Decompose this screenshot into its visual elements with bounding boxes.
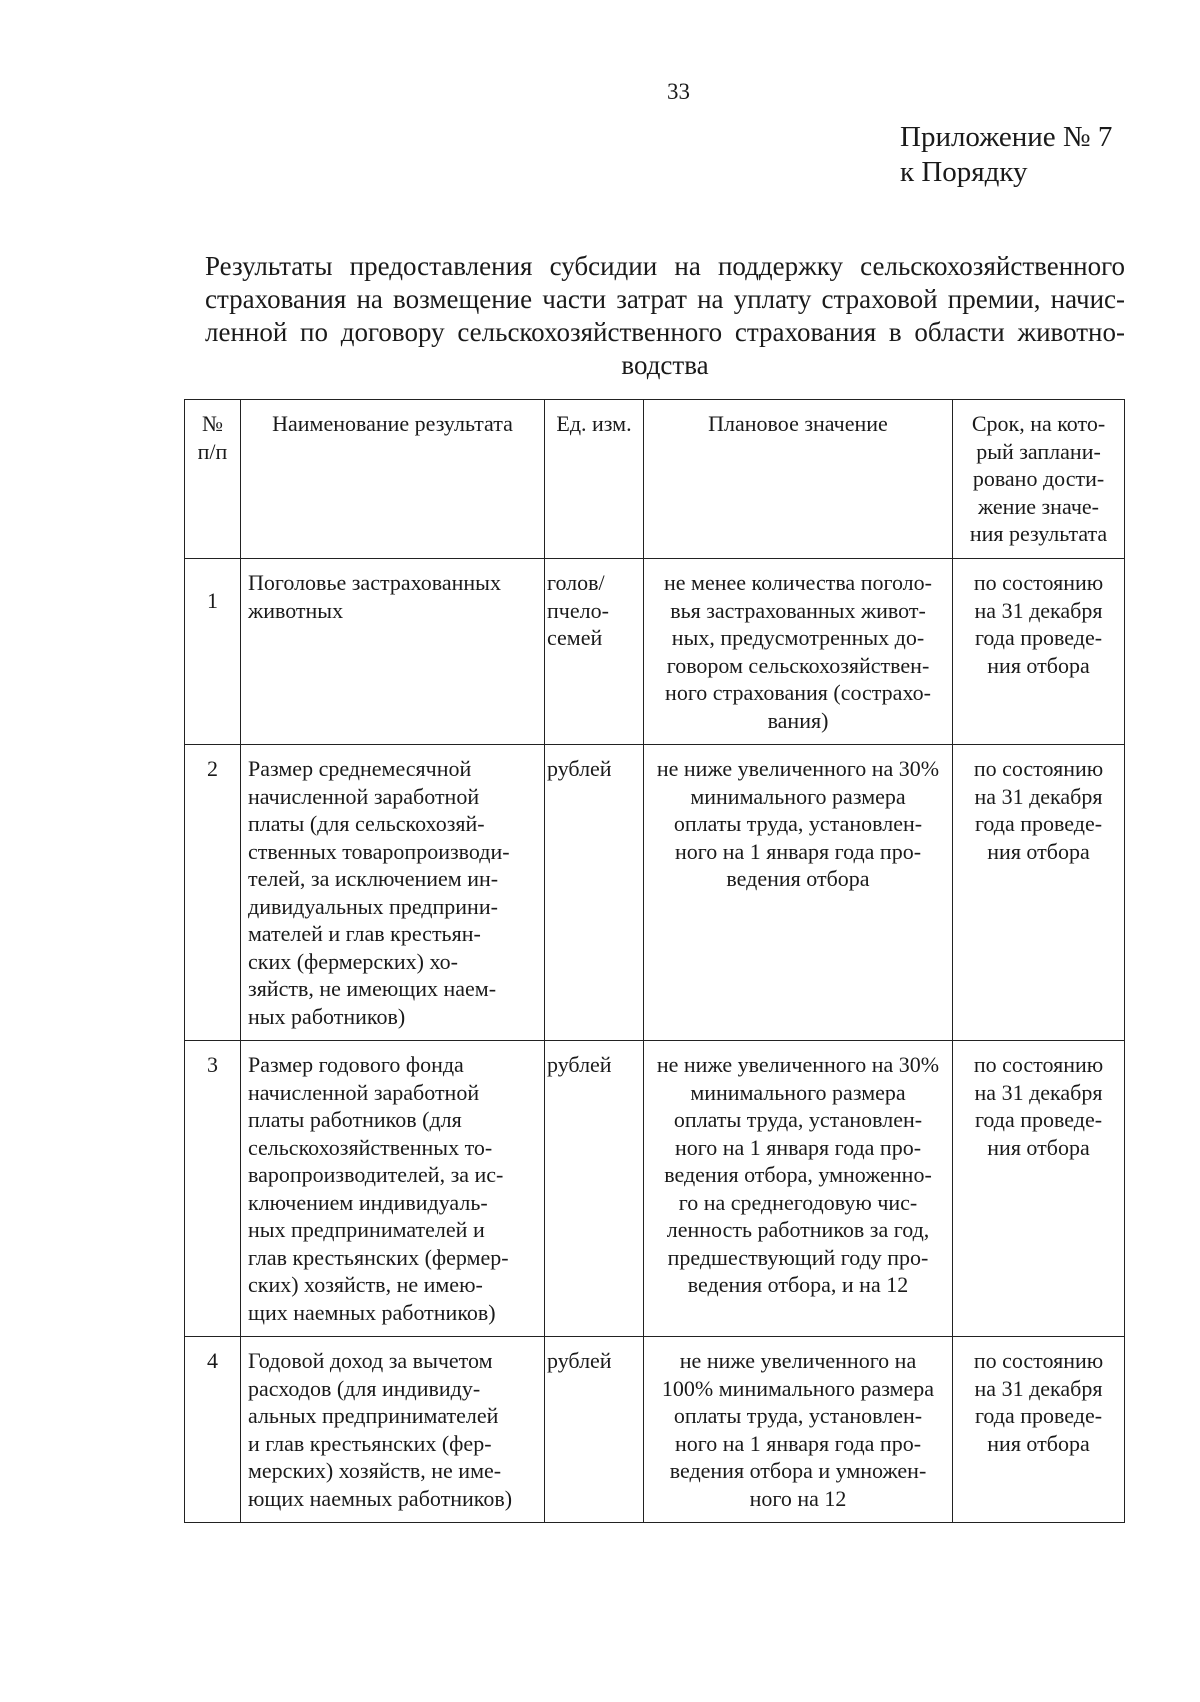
result-name-line: варопроизводителей, за ис-: [248, 1162, 504, 1187]
planned-value-cell: [644, 1041, 953, 1337]
result-name-line: начисленной заработной: [248, 783, 480, 809]
deadline-line: ния отбора: [987, 1134, 1090, 1160]
unit-cell: [545, 745, 644, 1041]
planned-value-cell: [644, 559, 953, 745]
deadline-cell: [953, 745, 1125, 1041]
table-header-row: [185, 400, 1125, 559]
title-line: страхования на возмещение части затрат на уплату страховой премии, начис-: [205, 284, 1125, 314]
row-number: 3: [207, 1052, 218, 1077]
row-number: 2: [207, 756, 218, 781]
row-number-cell: [185, 559, 241, 745]
result-name-line: мателей и глав крестьян-: [248, 921, 481, 946]
planned-value-line: ных, предусмотренных до-: [671, 625, 925, 650]
result-name-line: ских) хозяйств, не имею-: [248, 1272, 483, 1297]
unit-line: рублей: [547, 756, 612, 781]
planned-value-line: ного страхования (сострахо-: [665, 680, 931, 705]
header-num-line: п/п: [197, 438, 228, 464]
title-line: Результаты предоставления субсидии на поддержку сельскохозяйственного: [205, 251, 1125, 281]
unit-line: рублей: [547, 1052, 612, 1077]
row-number-cell: [185, 745, 241, 1041]
result-name-line: Размер среднемесячной: [248, 756, 472, 781]
result-name-line: ющих наемных работников): [248, 1485, 513, 1511]
table-row: [185, 1041, 1125, 1337]
deadline-line: года проведе-: [974, 1107, 1103, 1132]
planned-value-line: вья застрахованных живот-: [670, 597, 926, 623]
result-name-line: мерских) хозяйств, не име-: [248, 1458, 502, 1483]
title-line: ленной по договору сельскохозяйственного страхования в области животно-: [205, 317, 1125, 347]
result-name-line: ных предпринимателей и: [248, 1217, 485, 1242]
result-name-line: альных предпринимателей: [248, 1403, 499, 1428]
planned-value-line: ведения отбора, и на 12: [687, 1272, 909, 1297]
result-name-line: и глав крестьянских (фер-: [248, 1430, 492, 1456]
page-number: 33: [667, 79, 690, 104]
planned-value-line: не ниже увеличенного на 30%: [656, 756, 940, 781]
header-name-line: Наименование результата: [272, 411, 513, 436]
planned-value-line: ведения отбора, умноженно-: [664, 1162, 932, 1187]
result-name-line: телей, за исключением ин-: [248, 866, 499, 891]
result-name-line: ключением индивидуаль-: [248, 1189, 488, 1215]
planned-value-line: вания): [767, 707, 829, 733]
header-term-line: жение значе-: [978, 493, 1099, 519]
header-num: [185, 400, 241, 559]
planned-value-line: не ниже увеличенного на: [679, 1348, 917, 1373]
deadline-line: по состоянию: [973, 756, 1104, 781]
document-title: [205, 250, 1125, 382]
table-row: [185, 745, 1125, 1041]
unit-cell: [545, 1337, 644, 1523]
result-name-line: Годовой доход за вычетом: [248, 1348, 493, 1373]
planned-value-line: оплаты труда, установлен-: [673, 811, 923, 836]
planned-value-cell: [644, 745, 953, 1041]
header-term-line: ния результата: [969, 521, 1108, 546]
deadline-line: по состоянию: [973, 1052, 1104, 1077]
header-term: [953, 400, 1125, 559]
result-name-line: щих наемных работников): [248, 1299, 496, 1325]
result-name-line: сельскохозяйственных то-: [248, 1134, 493, 1160]
deadline-line: ния отбора: [987, 652, 1090, 678]
planned-value-line: 100% минимального размера: [661, 1375, 935, 1401]
result-name-line: животных: [248, 597, 344, 623]
deadline-cell: [953, 1337, 1125, 1523]
planned-value-line: оплаты труда, установлен-: [673, 1107, 923, 1132]
result-name-line: ных работников): [248, 1003, 406, 1029]
header-term-line: Срок, на кото-: [971, 411, 1106, 436]
deadline-line: по состоянию: [973, 570, 1104, 595]
planned-value-line: минимального размера: [690, 783, 906, 809]
planned-value-line: ведения отбора: [726, 866, 870, 891]
result-name-cell: [241, 559, 545, 745]
header-unit: [545, 400, 644, 559]
header-plan: [644, 400, 953, 559]
result-name-line: Размер годового фонда: [248, 1052, 464, 1077]
deadline-line: года проведе-: [974, 1403, 1103, 1428]
appendix-line-1: Приложение № 7: [900, 121, 1113, 153]
deadline-line: года проведе-: [974, 625, 1103, 650]
planned-value-line: ного на 1 января года про-: [674, 1430, 922, 1456]
row-number-cell: [185, 1041, 241, 1337]
planned-value-line: не ниже увеличенного на 30%: [656, 1052, 940, 1077]
planned-value-line: ленность работников за год,: [666, 1217, 930, 1242]
result-name-line: зяйств, не имеющих наем-: [248, 976, 497, 1001]
result-name-cell: [241, 745, 545, 1041]
deadline-cell: [953, 1041, 1125, 1337]
unit-cell: [545, 1041, 644, 1337]
deadline-line: по состоянию: [973, 1348, 1104, 1373]
planned-value-line: ного на 1 января года про-: [674, 1134, 922, 1160]
planned-value-cell: [644, 1337, 953, 1523]
result-name-line: платы (для сельскохозяй-: [248, 811, 485, 836]
unit-line: семей: [547, 625, 603, 650]
title-line: водства: [621, 350, 709, 380]
row-number: 4: [207, 1348, 218, 1373]
planned-value-line: ведения отбора и умножен-: [669, 1458, 927, 1483]
deadline-line: на 31 декабря: [974, 597, 1103, 623]
header-unit-line: Ед. изм.: [556, 411, 632, 436]
planned-value-line: говором сельскохозяйствен-: [666, 652, 930, 678]
unit-cell: [545, 559, 644, 745]
deadline-line: ния отбора: [987, 1430, 1090, 1456]
result-name-line: платы работников (для: [248, 1107, 462, 1132]
table-row: [185, 1337, 1125, 1523]
result-name-line: расходов (для индивиду-: [248, 1375, 481, 1401]
result-name-cell: [241, 1041, 545, 1337]
result-name-line: ственных товаропроизводи-: [248, 838, 510, 864]
header-plan-line: Плановое значение: [708, 411, 888, 436]
header-name: [241, 400, 545, 559]
results-table: [184, 399, 1125, 1523]
result-name-line: ских (фермерских) хо-: [248, 948, 458, 974]
planned-value-line: оплаты труда, установлен-: [673, 1403, 923, 1428]
deadline-cell: [953, 559, 1125, 745]
result-name-cell: [241, 1337, 545, 1523]
table-row: [185, 559, 1125, 745]
planned-value-line: ного на 12: [749, 1485, 847, 1511]
unit-line: рублей: [547, 1348, 612, 1373]
header-num-line: №: [202, 411, 223, 436]
unit-line: голов/: [547, 570, 605, 595]
planned-value-line: предшествующий году про-: [667, 1244, 929, 1270]
result-name-line: начисленной заработной: [248, 1079, 480, 1105]
appendix-reference: [900, 120, 1112, 190]
deadline-line: года проведе-: [974, 811, 1103, 836]
appendix-line-2: к Порядку: [900, 156, 1028, 188]
deadline-line: на 31 декабря: [974, 1375, 1103, 1401]
result-name-line: Поголовье застрахованных: [248, 570, 501, 595]
deadline-line: ния отбора: [987, 838, 1090, 864]
planned-value-line: минимального размера: [690, 1079, 906, 1105]
deadline-line: на 31 декабря: [974, 1079, 1103, 1105]
header-term-line: ровано дости-: [972, 466, 1105, 491]
unit-line: пчело-: [547, 597, 609, 623]
row-number: 1: [207, 588, 218, 613]
planned-value-line: го на среднегодовую чис-: [678, 1189, 918, 1215]
row-number-cell: [185, 1337, 241, 1523]
planned-value-line: ного на 1 января года про-: [674, 838, 922, 864]
result-name-line: дивидуальных предприни-: [248, 893, 498, 919]
result-name-line: глав крестьянских (фермер-: [248, 1244, 509, 1270]
planned-value-line: не менее количества поголо-: [664, 570, 932, 595]
header-term-line: рый заплани-: [976, 438, 1101, 464]
deadline-line: на 31 декабря: [974, 783, 1103, 809]
